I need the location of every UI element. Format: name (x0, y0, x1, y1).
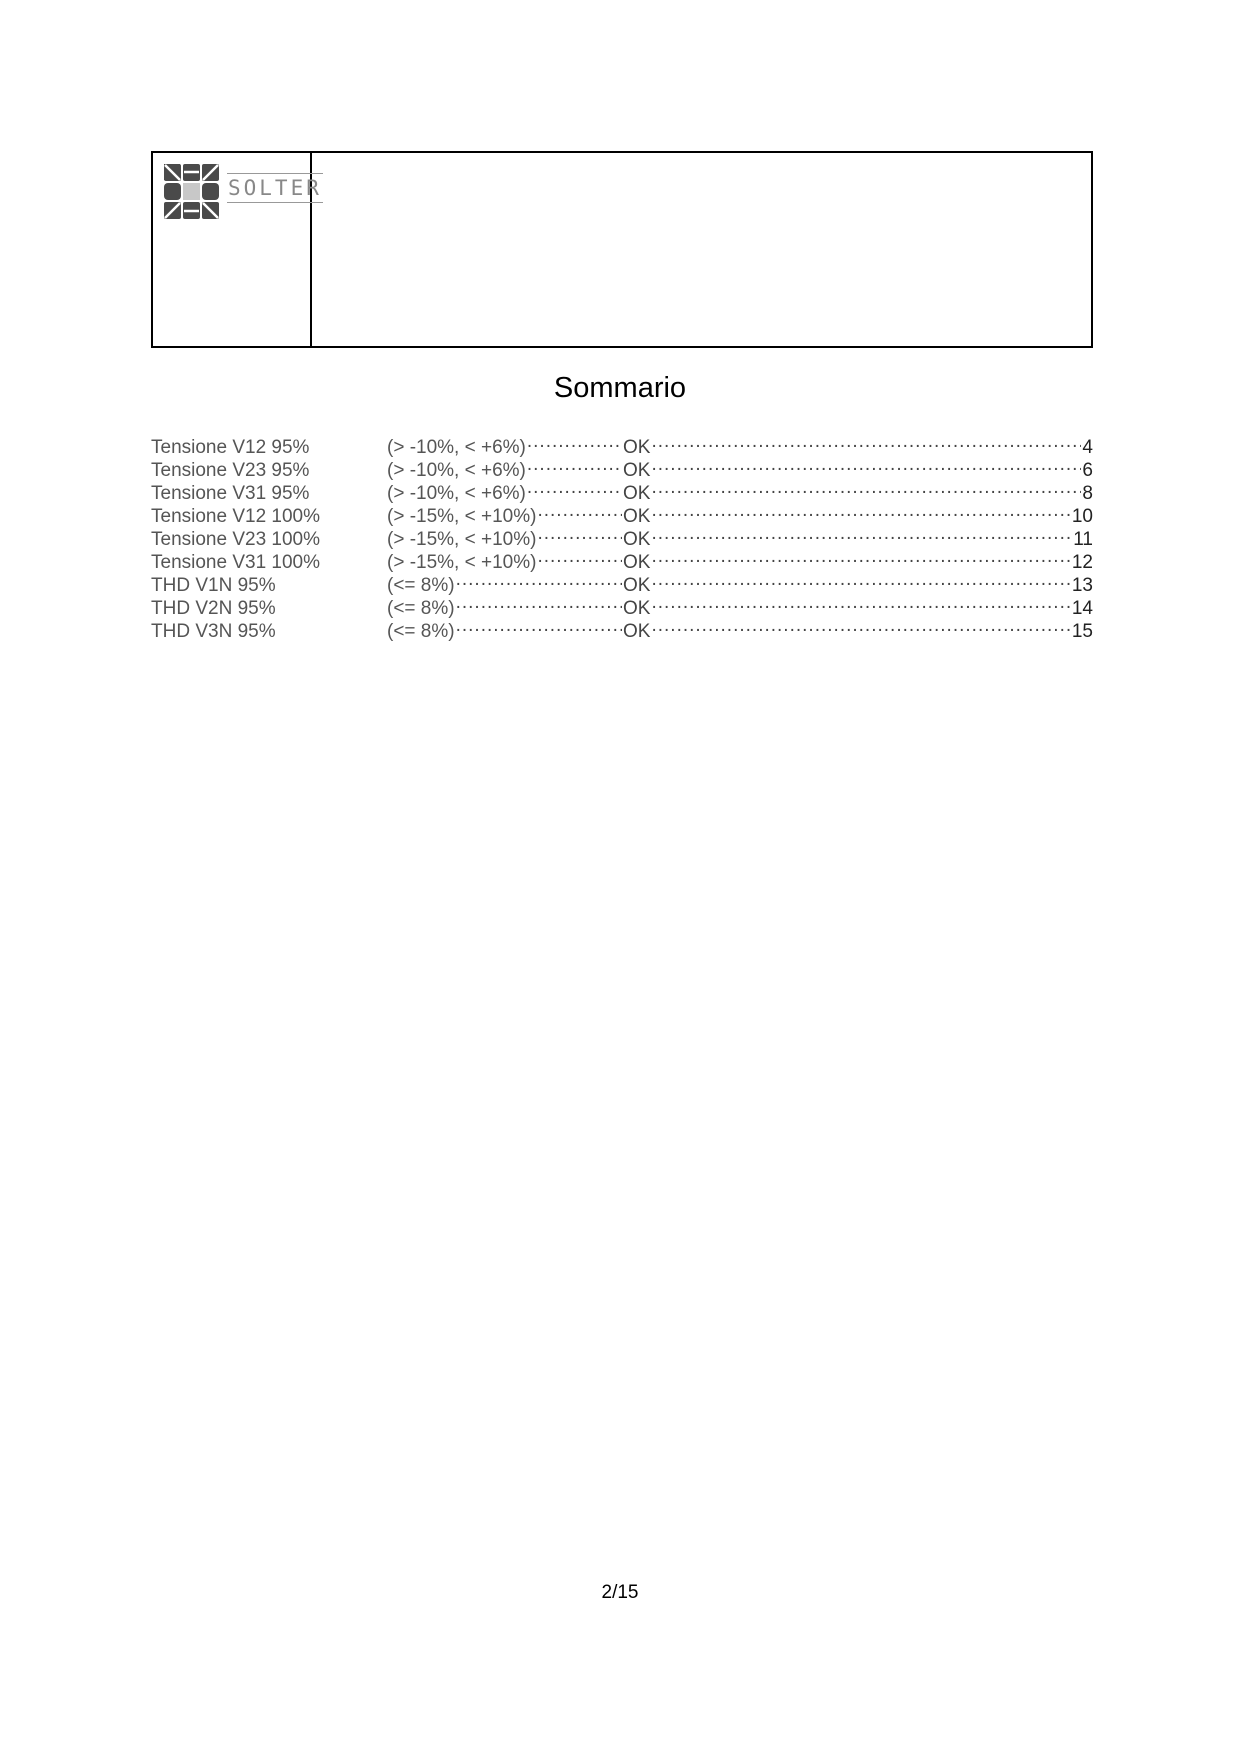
toc-entry-page: 15 (1071, 621, 1093, 642)
toc-leader-dots (537, 499, 622, 522)
toc-entry-page: 4 (1082, 437, 1093, 458)
toc-entry-page: 12 (1071, 552, 1093, 573)
logo-cell (153, 153, 322, 346)
toc-entry-name: Tensione V23 100% (151, 529, 321, 550)
toc-entry-range: (<= 8%) (387, 598, 455, 619)
toc-entry-name: Tensione V12 95% (151, 437, 310, 458)
toc-entry-page: 8 (1082, 483, 1093, 504)
toc-entry-status: OK (623, 621, 651, 642)
logo-wordmark: SOLTER (227, 173, 323, 203)
toc-entry-status: OK (623, 529, 651, 550)
toc-leader-dots (527, 453, 622, 476)
toc-leader-dots (651, 522, 1072, 545)
toc-entry-range: (> -15%, < +10%) (387, 552, 537, 573)
toc-entry-page: 13 (1071, 575, 1093, 596)
toc-entry-status: OK (623, 598, 651, 619)
toc-leader-dots (651, 568, 1070, 591)
table-of-contents (151, 430, 1093, 642)
toc-entry-page: 6 (1082, 460, 1093, 481)
toc-leader-dots (527, 476, 622, 499)
toc-entry-range: (<= 8%) (387, 575, 455, 596)
toc-entry-range: (> -15%, < +10%) (387, 506, 537, 527)
toc-leader-dots (537, 522, 622, 545)
toc-entry-page: 14 (1071, 598, 1093, 619)
solter-logo (163, 163, 323, 221)
toc-entry-range: (> -15%, < +10%) (387, 529, 537, 550)
logo-mark-icon (163, 163, 221, 221)
toc-entry-name: Tensione V12 100% (151, 506, 321, 527)
toc-entry-name: THD V1N 95% (151, 575, 276, 596)
toc-entry-status: OK (623, 552, 651, 573)
toc-leader-dots (456, 614, 622, 637)
toc-leader-dots (651, 430, 1081, 453)
toc-leader-dots (651, 476, 1081, 499)
toc-entry-range: (> -10%, < +6%) (387, 483, 526, 504)
toc-leader-dots (651, 453, 1081, 476)
toc-entry-name: Tensione V23 95% (151, 460, 310, 481)
toc-leader-dots (651, 499, 1070, 522)
toc-leader-dots (651, 545, 1070, 568)
toc-entry-status: OK (623, 483, 651, 504)
toc-leader-dots (456, 568, 622, 591)
toc-entry-name: THD V2N 95% (151, 598, 276, 619)
toc-leader-dots (537, 545, 622, 568)
toc-entry-page: 10 (1071, 506, 1093, 527)
toc-entry-name: Tensione V31 100% (151, 552, 321, 573)
toc-row[interactable] (151, 430, 1093, 458)
page-title: Sommario (553, 372, 687, 404)
toc-entry-status: OK (623, 460, 651, 481)
toc-entry-status: OK (623, 437, 651, 458)
toc-entry-name: THD V3N 95% (151, 621, 276, 642)
toc-entry-name: Tensione V31 95% (151, 483, 310, 504)
toc-entry-range: (<= 8%) (387, 621, 455, 642)
page-number: 2/15 (601, 1582, 639, 1603)
toc-leader-dots (527, 430, 622, 453)
toc-leader-dots (651, 591, 1070, 614)
toc-entry-page: 11 (1073, 529, 1093, 550)
header-content-cell (312, 153, 1091, 346)
toc-leader-dots (456, 591, 622, 614)
toc-entry-status: OK (623, 506, 651, 527)
toc-entry-status: OK (623, 575, 651, 596)
toc-entry-range: (> -10%, < +6%) (387, 460, 526, 481)
header-box (151, 151, 1093, 348)
toc-entry-range: (> -10%, < +6%) (387, 437, 526, 458)
toc-leader-dots (651, 614, 1070, 637)
